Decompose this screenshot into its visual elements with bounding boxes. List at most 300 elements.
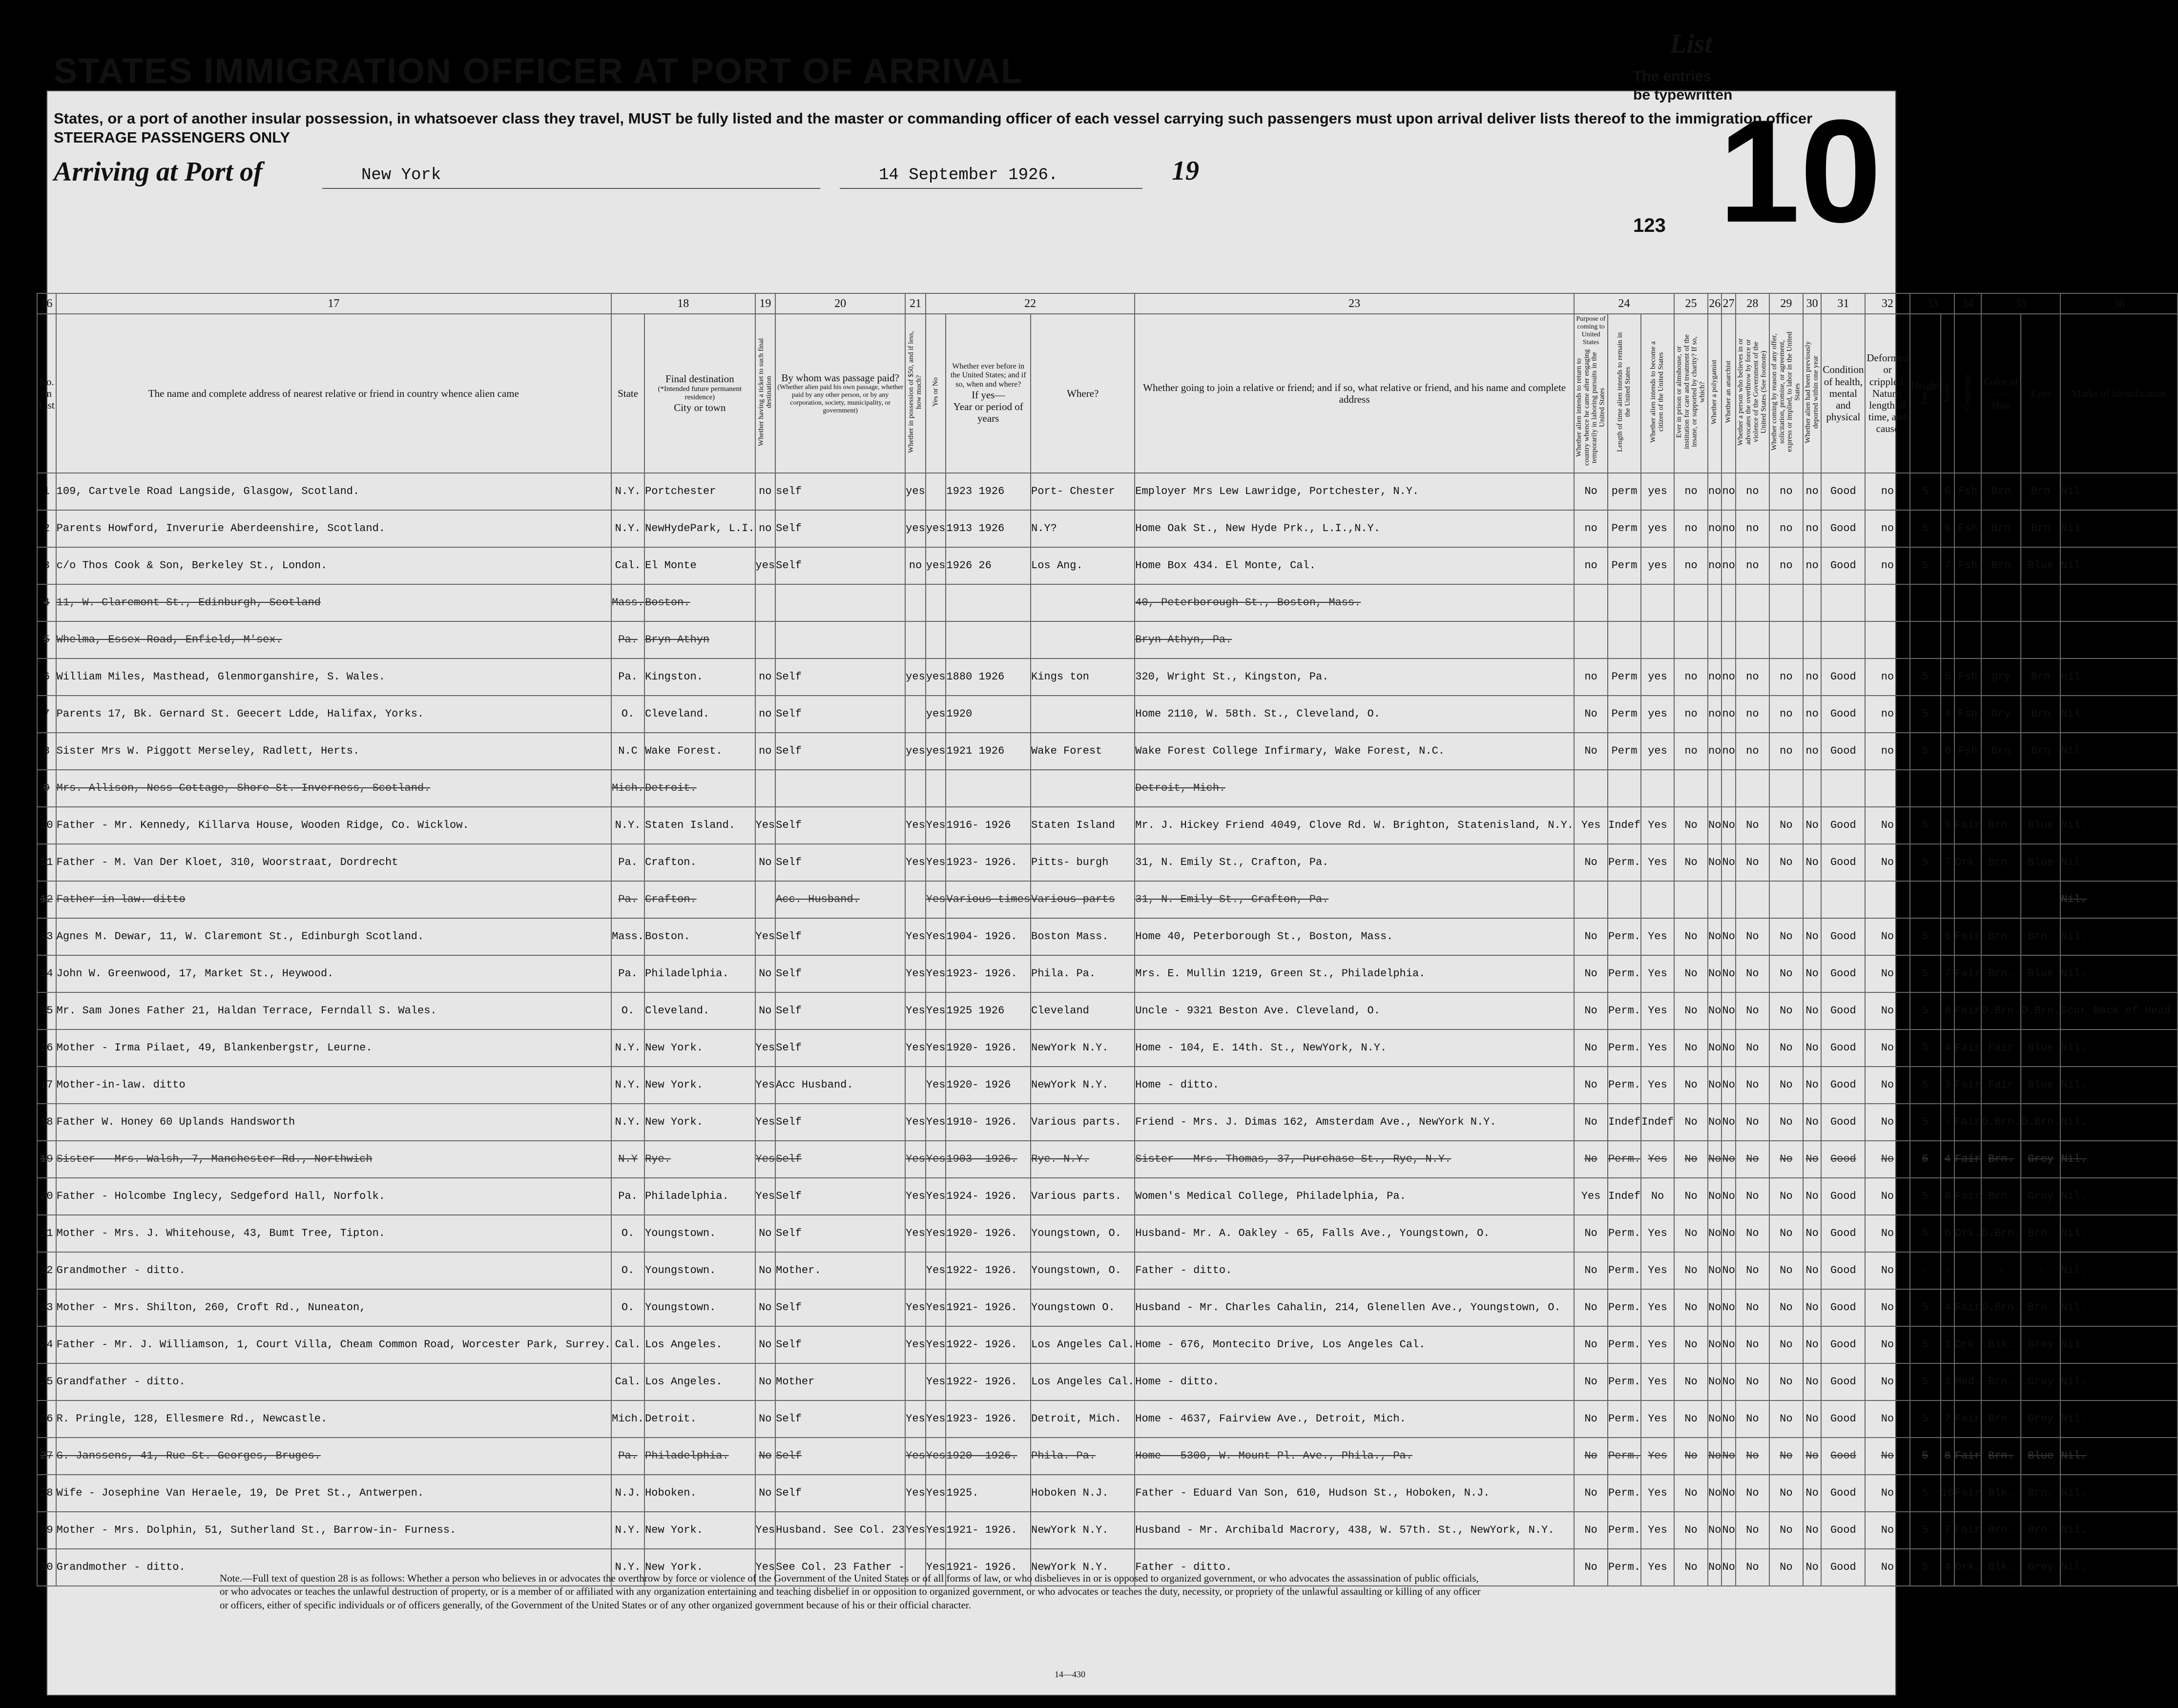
cell-deformed: no: [1865, 696, 1909, 733]
cell-ft: 5: [1910, 1475, 1941, 1512]
header-feet: [1910, 314, 1941, 473]
cell-st: Pa.: [611, 1178, 644, 1215]
cell-hair: Brn: [1981, 733, 2021, 770]
cell-q29: No: [1769, 1252, 1803, 1289]
cell-deformed: no: [1865, 659, 1909, 696]
cell-q27: No: [1722, 1363, 1735, 1400]
cell-pa: No: [1574, 1067, 1608, 1104]
cell-comp: [1954, 621, 1981, 659]
cell-pb: Perm: [1608, 547, 1641, 584]
cell-deformed: [1865, 584, 1909, 621]
cell-q28: [1736, 584, 1769, 621]
cell-health: Good: [1821, 1289, 1865, 1326]
cell-q28: no: [1736, 547, 1769, 584]
cell-st: Pa.: [611, 621, 644, 659]
cell-q30: No: [1803, 1141, 1822, 1178]
cell-q26: No: [1708, 1289, 1722, 1326]
cell-q28: no: [1736, 659, 1769, 696]
cell-paid: Acc Husband.: [775, 1067, 905, 1104]
cell-pb: Perm: [1608, 510, 1641, 547]
cell-yrs: [946, 621, 1031, 659]
cell-yn: yes: [926, 510, 946, 547]
cell-yrs: 1923- 1926.: [946, 955, 1031, 992]
cell-rel: Mr. Sam Jones Father 21, Haldan Terrace, Ferndall S. Wales.: [56, 992, 611, 1029]
cell-q28: no: [1736, 473, 1769, 510]
cell-deformed: No: [1865, 955, 1909, 992]
cell-hair: Blk.: [1981, 1326, 2021, 1363]
cell-join: 320, Wright St., Kingston, Pa.: [1135, 659, 1574, 696]
cell-health: Good: [1821, 1363, 1865, 1400]
cell-paid: Self: [775, 696, 905, 733]
cell-city: Los Angeles.: [644, 1326, 755, 1363]
header-hair: [1981, 314, 2021, 473]
cell-pa: No: [1574, 844, 1608, 881]
cell-no: 20: [37, 1178, 56, 1215]
cell-marks: Nil.: [2060, 1029, 2178, 1067]
cell-rel: William Miles, Masthead, Glenmorganshire, S. Wales.: [56, 659, 611, 696]
cell-q27: no: [1722, 510, 1735, 547]
cell-pb: Perm.: [1608, 1326, 1641, 1363]
cell-eyes: Grey: [2021, 1326, 2060, 1363]
col-number: 32: [1865, 293, 1909, 314]
cell-no: 17: [37, 1067, 56, 1104]
cell-ft: 5: [1910, 696, 1941, 733]
table-row: [37, 1215, 2178, 1252]
cell-health: Good: [1821, 733, 1865, 770]
cell-q27: No: [1722, 1549, 1735, 1586]
cell-rel: Father W. Honey 60 Uplands Handsworth: [56, 1104, 611, 1141]
cell-hair: D.Brn.: [1981, 1104, 2021, 1141]
cell-q29: No: [1769, 807, 1803, 844]
cell-deformed: No: [1865, 992, 1909, 1029]
cell-q30: No: [1803, 955, 1822, 992]
cell-q29: No: [1769, 1104, 1803, 1141]
cell-tkt: no: [755, 733, 776, 770]
cell-q25: no: [1674, 473, 1708, 510]
cell-q27: No: [1722, 918, 1735, 955]
cell-no: 27: [37, 1438, 56, 1475]
cell-q30: No: [1803, 1438, 1822, 1475]
cell-q30: No: [1803, 1289, 1822, 1326]
col-number: 20: [775, 293, 905, 314]
header-joining: Whether going to join a relative or friend; and if so, what relative or friend, and his name and complete address: [1135, 314, 1574, 473]
cell-rel: c/o Thos Cook & Son, Berkeley St., London.: [56, 547, 611, 584]
cell-q30: No: [1803, 1326, 1822, 1363]
header-purpose-c: [1641, 314, 1674, 473]
cell-where: NewYork N.Y.: [1031, 1029, 1135, 1067]
table-row: [37, 1326, 2178, 1363]
cell-ft: 5: [1910, 1067, 1941, 1104]
cell-money: yes: [905, 733, 926, 770]
cell-yn: Yes: [926, 1029, 946, 1067]
cell-paid: Self: [775, 1029, 905, 1067]
cell-pc: Yes: [1641, 1289, 1674, 1326]
cell-pb: Perm.: [1608, 1400, 1641, 1438]
cell-ft: 5: [1910, 1289, 1941, 1326]
cell-q29: No: [1769, 1029, 1803, 1067]
cell-paid: Self: [775, 733, 905, 770]
cell-pa: No: [1574, 1549, 1608, 1586]
cell-hair: Brn.: [1981, 1400, 2021, 1438]
cell-no: 22: [37, 1252, 56, 1289]
cell-q26: no: [1708, 473, 1722, 510]
cell-marks: [2060, 621, 2178, 659]
cell-ft: 5: [1910, 1104, 1941, 1141]
cell-deformed: No: [1865, 1289, 1909, 1326]
cell-q28: No: [1736, 1512, 1769, 1549]
cell-q26: No: [1708, 1067, 1722, 1104]
cell-pc: yes: [1641, 733, 1674, 770]
cell-yrs: 1920- 1926.: [946, 1215, 1031, 1252]
cell-q25: No: [1674, 1029, 1708, 1067]
cell-where: Port- Chester: [1031, 473, 1135, 510]
cell-deformed: No: [1865, 1029, 1909, 1067]
cell-eyes: Brn.: [2021, 1475, 2060, 1512]
cell-rel: G. Janssens, 41, Rue St. Georges, Bruges.: [56, 1438, 611, 1475]
cell-city: Philadelphia.: [644, 1178, 755, 1215]
cell-where: NewYork N.Y.: [1031, 1512, 1135, 1549]
page-title: STATES IMMIGRATION OFFICER AT PORT OF ARRIVAL: [54, 52, 1023, 91]
cell-q26: No: [1708, 807, 1722, 844]
cell-marks: Nil.: [2060, 881, 2178, 918]
cell-health: Good: [1821, 1178, 1865, 1215]
cell-st: Cal.: [611, 1326, 644, 1363]
cell-st: N.C: [611, 733, 644, 770]
cell-health: Good: [1821, 473, 1865, 510]
cell-q26: no: [1708, 510, 1722, 547]
cell-join: Detroit, Mich.: [1135, 770, 1574, 807]
cell-comp: Fair: [1954, 918, 1981, 955]
cell-health: Good: [1821, 1029, 1865, 1067]
cell-join: Father - ditto.: [1135, 1252, 1574, 1289]
cell-comp: Fair: [1954, 1438, 1981, 1475]
cell-pc: Yes: [1641, 1252, 1674, 1289]
cell-st: Mass.: [611, 918, 644, 955]
cell-join: 31, N. Emily St., Crafton, Pa.: [1135, 844, 1574, 881]
cell-city: Philadelphia.: [644, 1438, 755, 1475]
cell-ft: 5: [1910, 1141, 1941, 1178]
cell-ft: 5: [1910, 547, 1941, 584]
cell-deformed: no: [1865, 473, 1909, 510]
table-row: [37, 733, 2178, 770]
cell-rel: Mrs. Allison, Ness Cottage, Shore St. Inverness, Scotland.: [56, 770, 611, 807]
cell-q27: No: [1722, 1215, 1735, 1252]
cell-comp: Fair: [1954, 807, 1981, 844]
cell-eyes: Brn: [2021, 473, 2060, 510]
cell-city: Kingston.: [644, 659, 755, 696]
col-number: 27: [1722, 293, 1735, 314]
cell-pb: Indef: [1608, 807, 1641, 844]
cell-q27: No: [1722, 1289, 1735, 1326]
table-row: [37, 1289, 2178, 1326]
cell-deformed: No: [1865, 1363, 1909, 1400]
cell-q27: no: [1722, 733, 1735, 770]
cell-q30: No: [1803, 992, 1822, 1029]
cell-in: 4: [1941, 696, 1954, 733]
cell-eyes: [2021, 881, 2060, 918]
cell-yn: Yes: [926, 992, 946, 1029]
cell-q25: No: [1674, 844, 1708, 881]
table-row: [37, 1104, 2178, 1141]
cell-paid: Mother: [775, 1363, 905, 1400]
cell-q26: No: [1708, 1549, 1722, 1586]
cell-comp: Drk.: [1954, 1549, 1981, 1586]
cell-health: Good: [1821, 955, 1865, 992]
cell-hair: Fair: [1981, 1029, 2021, 1067]
cell-hair: [1981, 770, 2021, 807]
cell-in: 4: [1941, 1141, 1954, 1178]
cell-pb: Perm.: [1608, 1512, 1641, 1549]
cell-q25: No: [1674, 1252, 1708, 1289]
cell-money: Yes: [905, 1438, 926, 1475]
cell-pa: Yes: [1574, 807, 1608, 844]
cell-tkt: No: [755, 992, 776, 1029]
cell-pc: [1641, 770, 1674, 807]
cell-paid: See Col. 23 Father -: [775, 1549, 905, 1586]
cell-city: Rye.: [644, 1141, 755, 1178]
cell-eyes: Grey: [2021, 1141, 2060, 1178]
cell-marks: Nil.: [2060, 1215, 2178, 1252]
cell-q30: No: [1803, 1029, 1822, 1067]
cell-q26: [1708, 584, 1722, 621]
passenger-class: STEERAGE PASSENGERS ONLY: [54, 129, 290, 146]
cell-q25: No: [1674, 1400, 1708, 1438]
cell-q28: No: [1736, 1104, 1769, 1141]
cell-tkt: no: [755, 696, 776, 733]
cell-pa: No: [1574, 1029, 1608, 1067]
cell-in: 7: [1941, 1512, 1954, 1549]
cell-ft: 5: [1910, 1215, 1941, 1252]
cell-st: N.Y.: [611, 807, 644, 844]
cell-city: New York.: [644, 1029, 755, 1067]
cell-pa: No: [1574, 1438, 1608, 1475]
cell-q29: No: [1769, 1326, 1803, 1363]
cell-ft: 5: [1910, 1178, 1941, 1215]
cell-health: Good: [1821, 1438, 1865, 1475]
col-number: 16: [37, 293, 56, 314]
cell-no: 26: [37, 1400, 56, 1438]
cell-paid: [775, 584, 905, 621]
header-q28: [1736, 314, 1769, 473]
cell-no: 2: [37, 510, 56, 547]
cell-yn: Yes: [926, 844, 946, 881]
header-anarchist: [1722, 314, 1735, 473]
cell-pb: [1608, 584, 1641, 621]
cell-deformed: No: [1865, 1104, 1909, 1141]
cell-deformed: No: [1865, 1067, 1909, 1104]
cell-q28: No: [1736, 1141, 1769, 1178]
cell-q25: No: [1674, 1475, 1708, 1512]
cell-q26: No: [1708, 918, 1722, 955]
cell-where: Kings ton: [1031, 659, 1135, 696]
cell-deformed: No: [1865, 1252, 1909, 1289]
col-number: 21: [905, 293, 926, 314]
cell-where: Los Angeles Cal.: [1031, 1326, 1135, 1363]
cell-in: 3: [1941, 1067, 1954, 1104]
cell-tkt: Yes: [755, 1029, 776, 1067]
cell-eyes: [2021, 770, 2060, 807]
table-row: [37, 807, 2178, 844]
cell-st: O.: [611, 1252, 644, 1289]
cell-hair: Brn: [1981, 473, 2021, 510]
cell-marks: [2060, 770, 2178, 807]
cell-where: Various parts.: [1031, 1104, 1135, 1141]
cell-where: Youngstown, O.: [1031, 1215, 1135, 1252]
cell-health: Good: [1821, 1400, 1865, 1438]
cell-ft: 5: [1910, 1400, 1941, 1438]
cell-q30: No: [1803, 1067, 1822, 1104]
cell-pa: No: [1574, 1475, 1608, 1512]
cell-where: Various parts: [1031, 881, 1135, 918]
header-state: State: [611, 314, 644, 473]
cell-pa: No: [1574, 1215, 1608, 1252]
cell-st: Cal.: [611, 1363, 644, 1400]
cell-q29: No: [1769, 1512, 1803, 1549]
cell-money: Yes: [905, 1178, 926, 1215]
cell-health: Good: [1821, 1141, 1865, 1178]
cell-q25: No: [1674, 1104, 1708, 1141]
cell-money: Yes: [905, 918, 926, 955]
cell-paid: Self: [775, 918, 905, 955]
cell-pc: Yes: [1641, 844, 1674, 881]
header-where: Where?: [1031, 314, 1135, 473]
cell-yn: yes: [926, 547, 946, 584]
table-row: [37, 1400, 2178, 1438]
cell-eyes: Brn.: [2021, 1512, 2060, 1549]
cell-health: Good: [1821, 696, 1865, 733]
cell-q26: No: [1708, 1326, 1722, 1363]
cell-deformed: No: [1865, 1512, 1909, 1549]
cell-paid: Acc. Husband.: [775, 881, 905, 918]
cell-paid: Self: [775, 844, 905, 881]
cell-paid: Self: [775, 510, 905, 547]
cell-comp: Drk.: [1954, 1215, 1981, 1252]
cell-q27: No: [1722, 955, 1735, 992]
cell-ft: 5: [1910, 918, 1941, 955]
cell-q28: No: [1736, 1475, 1769, 1512]
cell-tkt: no: [755, 510, 776, 547]
cell-where: Los Ang.: [1031, 547, 1135, 584]
cell-yn: Yes: [926, 1400, 946, 1438]
cell-q30: [1803, 881, 1822, 918]
cell-paid: Self: [775, 1104, 905, 1141]
cell-tkt: No: [755, 1400, 776, 1438]
cell-q26: [1708, 770, 1722, 807]
cell-ft: 5: [1910, 473, 1941, 510]
cell-pc: yes: [1641, 473, 1674, 510]
cell-no: 15: [37, 992, 56, 1029]
entries-note-line1: The entries: [1633, 68, 1712, 84]
header-yes-no: [926, 314, 946, 473]
cell-tkt: No: [755, 955, 776, 992]
cell-q30: No: [1803, 1400, 1822, 1438]
cell-q26: No: [1708, 992, 1722, 1029]
cell-eyes: Blue: [2021, 807, 2060, 844]
cell-st: N.Y: [611, 1141, 644, 1178]
header-deformed: Deformed or crippled. Nature, length of time, and cause: [1865, 314, 1909, 473]
cell-tkt: Yes: [755, 1104, 776, 1141]
cell-no: 28: [37, 1475, 56, 1512]
cell-paid: Self: [775, 955, 905, 992]
cell-hair: D.Brn.: [1981, 1215, 2021, 1252]
cell-rel: Parents Howford, Inverurie Aberdeenshire, Scotland.: [56, 510, 611, 547]
cell-q25: No: [1674, 1438, 1708, 1475]
cell-city: Los Angeles.: [644, 1363, 755, 1400]
cell-yrs: 1923- 1926.: [946, 1400, 1031, 1438]
cell-marks: Nil.: [2060, 1289, 2178, 1326]
cell-pa: [1574, 881, 1608, 918]
cell-eyes: Brn: [2021, 510, 2060, 547]
cell-q26: no: [1708, 547, 1722, 584]
cell-hair: Blk.: [1981, 1549, 2021, 1586]
cell-q29: No: [1769, 1141, 1803, 1178]
cell-q25: No: [1674, 1512, 1708, 1549]
header-purpose-b: [1608, 314, 1641, 473]
cell-health: Good: [1821, 992, 1865, 1029]
table-row: [37, 584, 2178, 621]
cell-marks: Nil: [2060, 510, 2178, 547]
cell-pc: Yes: [1641, 1512, 1674, 1549]
cell-rel: Father - Holcombe Inglecy, Sedgeford Hall, Norfolk.: [56, 1178, 611, 1215]
cell-deformed: No: [1865, 1178, 1909, 1215]
cell-q29: No: [1769, 1215, 1803, 1252]
cell-pa: No: [1574, 1363, 1608, 1400]
cell-ft: 5: [1910, 1029, 1941, 1067]
cell-comp: Fsh: [1954, 547, 1981, 584]
cell-in: [1941, 621, 1954, 659]
cell-q29: No: [1769, 1438, 1803, 1475]
cell-rel: Mother - Irma Pilaet, 49, Blankenbergstr, Leurne.: [56, 1029, 611, 1067]
cell-pc: yes: [1641, 696, 1674, 733]
cell-pa: No: [1574, 1252, 1608, 1289]
cell-city: Boston.: [644, 918, 755, 955]
table-row: [37, 770, 2178, 807]
header-money-text: Whether in possession of $50, and if less, how much?: [907, 331, 923, 453]
cell-yn: Yes: [926, 1104, 946, 1141]
cell-st: N.Y.: [611, 1104, 644, 1141]
cell-where: Phila. Pa.: [1031, 955, 1135, 992]
cell-rel: 11, W. Claremont St., Edinburgh, Scotland: [56, 584, 611, 621]
cell-city: New York.: [644, 1512, 755, 1549]
cell-comp: Fsh: [1954, 510, 1981, 547]
cell-yn: Yes: [926, 1067, 946, 1104]
cell-yrs: [946, 584, 1031, 621]
cell-health: Good: [1821, 659, 1865, 696]
cell-pc: Yes: [1641, 1363, 1674, 1400]
cell-pb: Perm: [1608, 659, 1641, 696]
cell-q27: No: [1722, 1104, 1735, 1141]
cell-deformed: [1865, 881, 1909, 918]
cell-eyes: -: [2021, 1252, 2060, 1289]
cell-q26: no: [1708, 696, 1722, 733]
cell-money: [905, 621, 926, 659]
cell-no: 21: [37, 1215, 56, 1252]
cell-health: [1821, 584, 1865, 621]
cell-hair: -: [1981, 1252, 2021, 1289]
cell-q29: No: [1769, 1400, 1803, 1438]
cell-no: 23: [37, 1289, 56, 1326]
cell-hair: [1981, 881, 2021, 918]
cell-marks: Nil: [2060, 547, 2178, 584]
cell-paid: Self: [775, 992, 905, 1029]
cell-city: Youngstown.: [644, 1289, 755, 1326]
cell-q28: No: [1736, 1400, 1769, 1438]
cell-where: [1031, 770, 1135, 807]
col-number: 18: [611, 293, 755, 314]
col-number: 33: [1910, 293, 1955, 314]
cell-hair: Brn.: [1981, 918, 2021, 955]
cell-money: no: [905, 547, 926, 584]
